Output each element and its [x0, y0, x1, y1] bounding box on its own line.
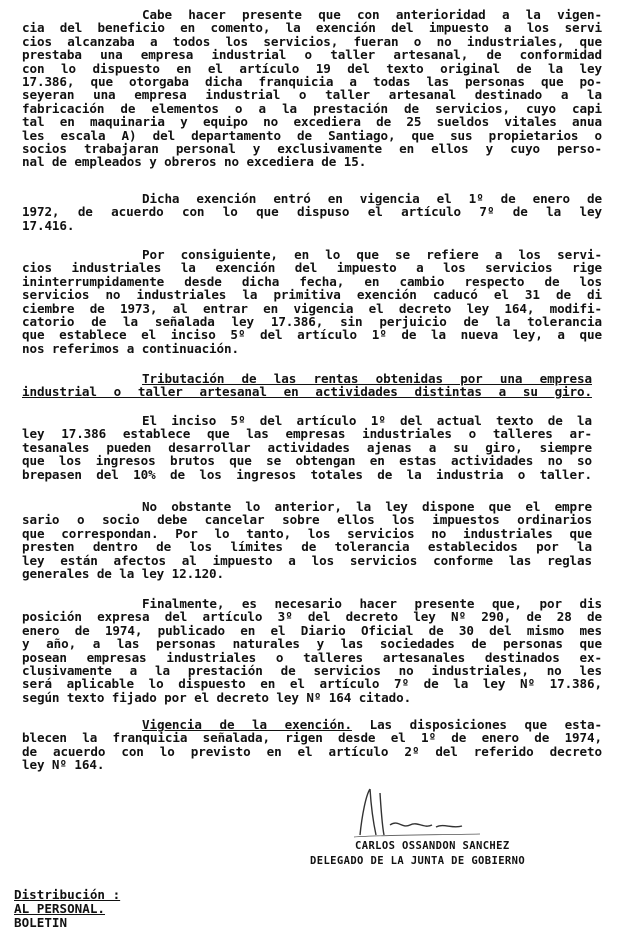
text-line: con lo dispuesto en el artículo 19 del texto original de la ley	[22, 60, 602, 76]
text-line: ley están afectos al impuesto a los servicios conforme las reglas	[22, 552, 592, 568]
text-line: que establece el inciso 5º del artículo 1º de la nueva ley, a que	[22, 327, 602, 343]
distribution-label: Distribución :	[14, 887, 121, 902]
signatory-name: CARLOS OSSANDON SANCHEZ	[355, 840, 510, 852]
text-line: generales de la ley 12.120.	[22, 566, 225, 582]
text-line: presten dentro de los límites de tolerancia establecidos por la	[22, 539, 592, 555]
paragraph-consequently	[22, 248, 602, 355]
vigencia-text: Las disposiciones que esta-	[351, 717, 602, 732]
text-line: fabricación de elementos o a la prestación de servicios, cuyo capi	[22, 100, 602, 116]
signature-block	[300, 785, 590, 870]
section-heading-taxation	[22, 372, 592, 399]
text-line: será aplicable lo dispuesto en el artículo 7º de la ley Nº 17.386,	[22, 676, 602, 692]
handwritten-signature	[340, 785, 490, 843]
paragraph-previous-exemption	[22, 8, 602, 169]
text-line: cios industriales la exención del impuesto a los servicios rige	[22, 260, 602, 276]
text-line: nal de empleados y obreros no excediera de 15.	[22, 154, 367, 170]
text-line: tesanales pueden desarrollar actividades ajenas a su giro, siempre	[22, 439, 592, 455]
distribution-list	[14, 888, 120, 930]
text-line: posean empresas industriales o talleres artesanales destinados ex-	[22, 649, 602, 665]
text-line: Por consiguiente, en lo que se refiere a los servi-	[142, 247, 602, 262]
text-line	[22, 718, 602, 731]
distribution-item: BOLETIN	[14, 915, 68, 930]
text-line: que los ingresos brutos que se obtengan en estas actividades no so	[22, 453, 592, 469]
text-line: 17.386, que otorgaba dicha franquicia a todas las personas que po-	[22, 74, 602, 90]
text-line: Dicha exención entró en vigencia el 1º de enero de	[142, 191, 602, 206]
text-line: nos referimos a continuación.	[22, 340, 239, 356]
text-line: enero de 1974, publicado en el Diario Oficial de 30 del mismo mes	[22, 622, 602, 638]
paragraph-notwithstanding	[22, 500, 592, 580]
vigencia-heading: Vigencia de la exención.	[142, 717, 352, 732]
text-line: ley 17.386 establece que las empresas industriales o talleres ar-	[22, 426, 592, 442]
text-line: brepasen del 10% de los ingresos totales de la industria o taller.	[22, 466, 592, 482]
text-line: sario o socio debe cancelar sobre ellos los impuestos ordinarios	[22, 512, 592, 528]
text-line: No obstante lo anterior, la ley dispone que el empre	[142, 499, 592, 514]
text-line: ciembre de 1973, al entrar en vigencia el decreto ley 164, modifi-	[22, 300, 602, 316]
text-line: les escala A) del departamento de Santiago, que sus propietarios o	[22, 127, 602, 143]
heading-line: industrial o taller artesanal en actividades distintas a su giro.	[22, 384, 592, 400]
text-line: seyeran una empresa industrial o taller artesanal destinado a la	[22, 87, 602, 103]
paragraph-vigencia	[22, 718, 602, 772]
text-line: blecen la franquicia señalada, rigen desde el 1º de enero de 1974,	[22, 730, 602, 746]
text-line: Cabe hacer presente que con anterioridad a la vigen-	[142, 7, 602, 22]
heading-line: Tributación de las rentas obtenidas por una empresa	[142, 371, 592, 386]
text-line: posición expresa del artículo 3º del decreto ley Nº 290, de 28 de	[22, 609, 602, 625]
paragraph-finally	[22, 597, 602, 704]
paragraph-inciso-5	[22, 414, 592, 481]
text-line: de acuerdo con lo previsto en el artículo 2º del referido decreto	[22, 743, 602, 759]
text-line: según texto fijado por el decreto ley Nº 164 citado.	[22, 689, 412, 705]
text-line: 1972, de acuerdo con lo que dispuso el artículo 7º de la ley	[22, 204, 602, 220]
text-line: clusivamente a la prestación de servicios no industriales, no les	[22, 663, 602, 679]
text-line: tal en maquinaria y equipo no excediera de 25 sueldos vitales anua	[22, 114, 602, 130]
signatory-title: DELEGADO DE LA JUNTA DE GOBIERNO	[310, 855, 526, 867]
text-line: 17.416.	[22, 217, 75, 233]
paragraph-exemption-start	[22, 192, 602, 232]
text-line: ininterrumpidamente desde dicha fecha, en cambio respecto de los	[22, 273, 602, 289]
text-line: y año, a las personas naturales y las sociedades de personas que	[22, 636, 602, 652]
text-line: que correspondan. Por lo tanto, los servicios no industriales que	[22, 525, 592, 541]
text-line: prestaba una empresa industrial o taller artesanal, de conformidad	[22, 47, 602, 63]
text-line: servicios no industriales la primitiva exención caducó el 31 de di	[22, 287, 602, 303]
text-line: cia del beneficio en comento, la exención del impuesto a los servi	[22, 20, 602, 36]
text-line: ley Nº 164.	[22, 757, 105, 773]
text-line: El inciso 5º del artículo 1º del actual texto de la	[142, 413, 592, 428]
text-line: Finalmente, es necesario hacer presente que, por dis	[142, 596, 602, 611]
text-line: socios trabajaran personal y exclusivamente en ellos y cuyo perso-	[22, 141, 602, 157]
text-line: cios alcanzaba a todos los servicios, fueran o no industriales, que	[22, 33, 602, 49]
text-line: catorio de la señalada ley 17.386, sin perjuicio de la tolerancia	[22, 314, 602, 330]
distribution-item: AL PERSONAL.	[14, 901, 105, 916]
